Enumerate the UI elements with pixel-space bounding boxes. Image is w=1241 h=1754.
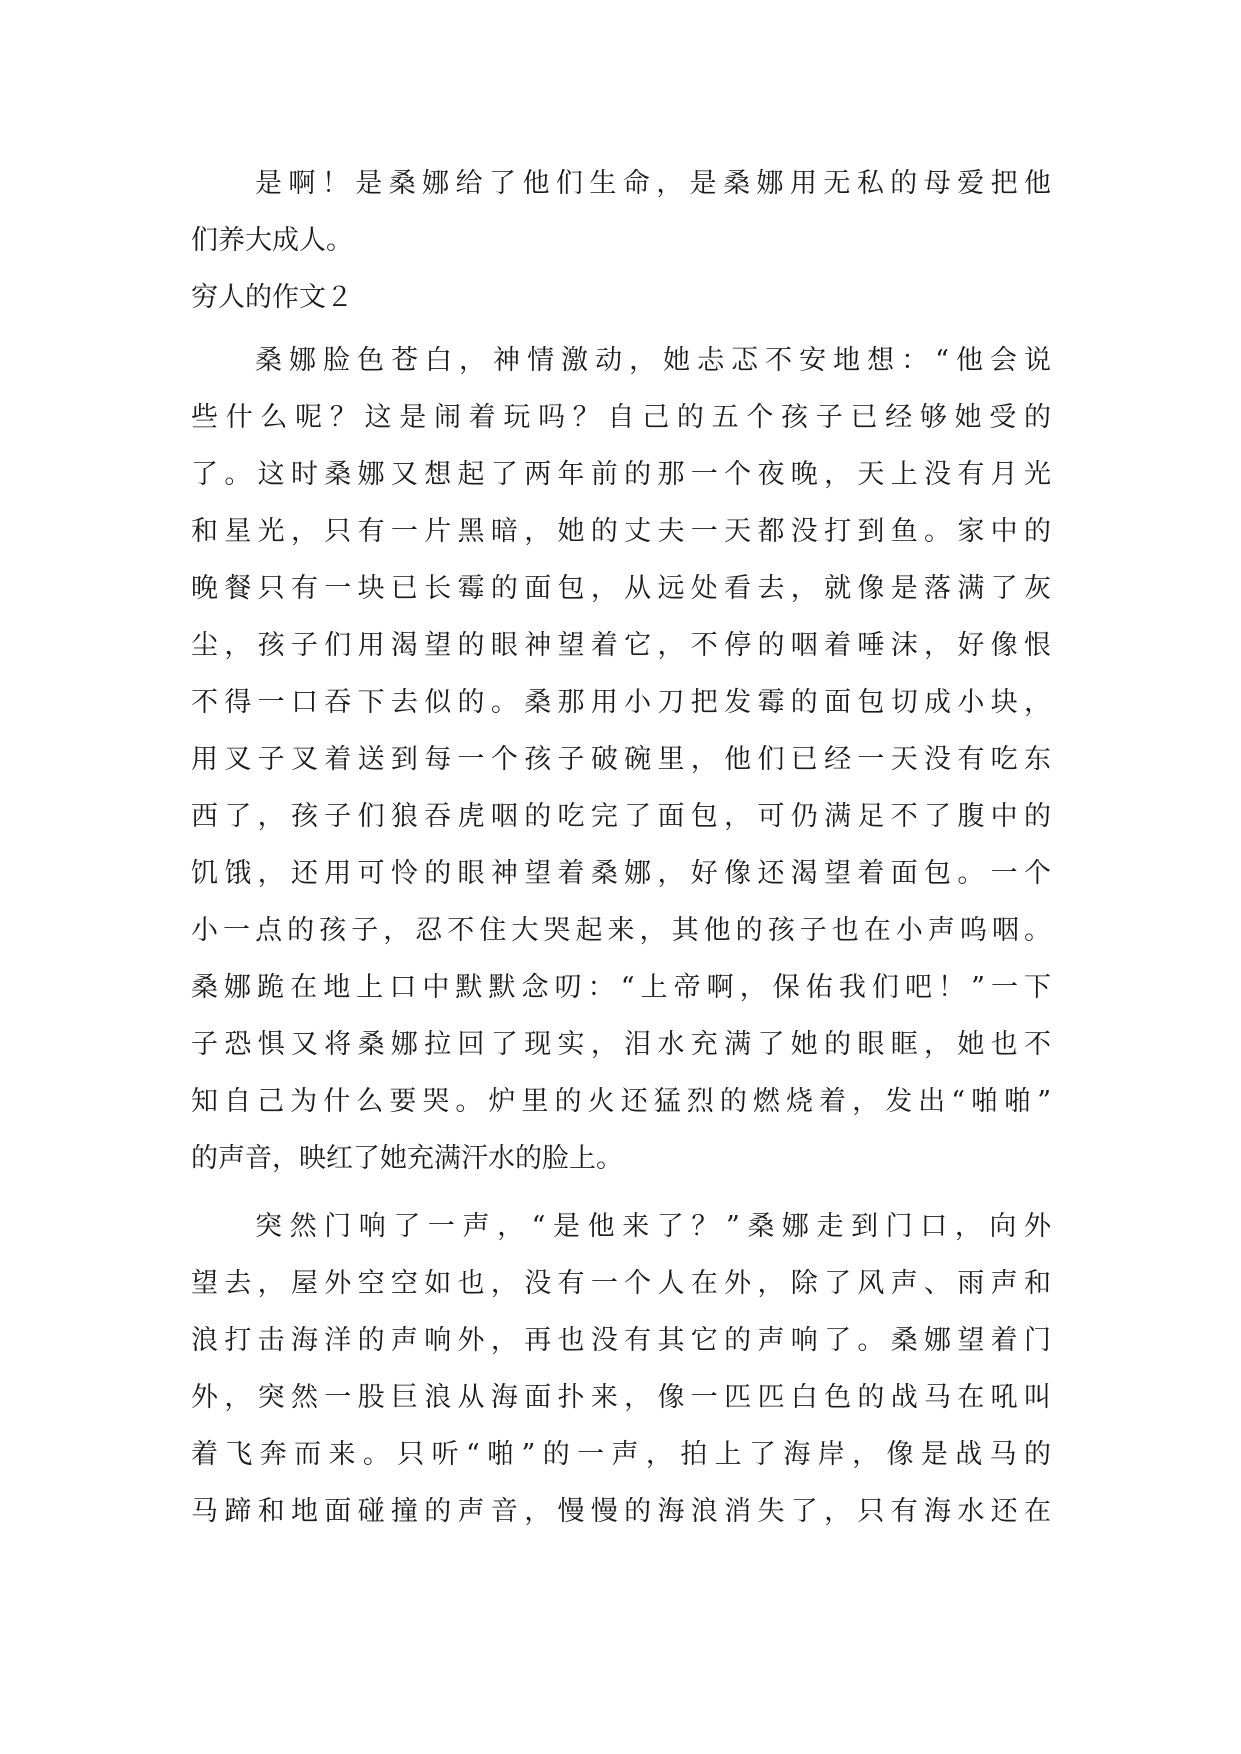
paragraph-2-line-10: 饥饿，还用可怜的眼神望着桑娜，好像还渴望着面包。一个 <box>191 858 1051 889</box>
paragraph-2-line-12: 桑娜跪在地上口中默默念叨：“上帝啊，保佑我们吧！”一下 <box>191 972 1051 1003</box>
paragraph-2-line-6: 尘，孩子们用渴望的眼神望着它，不停的咽着唾沫，好像恨 <box>191 630 1051 661</box>
essay-heading: 穷人的作文２ <box>191 282 353 313</box>
paragraph-1-line-2: 们养大成人。 <box>191 225 353 256</box>
paragraph-2-line-1: 桑娜脸色苍白，神情激动，她忐忑不安地想：“他会说 <box>255 345 1051 376</box>
paragraph-3-line-3: 浪打击海洋的声响外，再也没有其它的声响了。桑娜望着门 <box>191 1325 1051 1356</box>
paragraph-2-line-11: 小一点的孩子，忍不住大哭起来，其他的孩子也在小声呜咽。 <box>191 915 1051 946</box>
paragraph-3-line-5: 着飞奔而来。只听“啪”的一声，拍上了海岸，像是战马的 <box>191 1439 1051 1470</box>
paragraph-3-line-6: 马蹄和地面碰撞的声音，慢慢的海浪消失了，只有海水还在 <box>191 1496 1051 1527</box>
paragraph-2-line-7: 不得一口吞下去似的。桑那用小刀把发霉的面包切成小块， <box>191 687 1051 718</box>
paragraph-2-line-13: 子恐惧又将桑娜拉回了现实，泪水充满了她的眼眶，她也不 <box>191 1029 1051 1060</box>
paragraph-3-line-4: 外，突然一股巨浪从海面扑来，像一匹匹白色的战马在吼叫 <box>191 1382 1051 1413</box>
paragraph-3-line-2: 望去，屋外空空如也，没有一个人在外，除了风声、雨声和 <box>191 1268 1051 1299</box>
paragraph-2-line-5: 晚餐只有一块已长霉的面包，从远处看去，就像是落满了灰 <box>191 573 1051 604</box>
paragraph-2-line-2: 些什么呢？这是闹着玩吗？自己的五个孩子已经够她受的 <box>191 402 1051 433</box>
paragraph-2-line-9: 西了，孩子们狼吞虎咽的吃完了面包，可仍满足不了腹中的 <box>191 801 1051 832</box>
paragraph-2-line-3: 了。这时桑娜又想起了两年前的那一个夜晚，天上没有月光 <box>191 459 1051 490</box>
paragraph-1-line-1: 是啊！是桑娜给了他们生命，是桑娜用无私的母爱把他 <box>255 168 1051 199</box>
paragraph-2-line-15: 的声音，映红了她充满汗水的脸上。 <box>191 1143 623 1174</box>
paragraph-2-line-4: 和星光，只有一片黑暗，她的丈夫一天都没打到鱼。家中的 <box>191 516 1051 547</box>
paragraph-2-line-14: 知自己为什么要哭。炉里的火还猛烈的燃烧着，发出“啪啪” <box>191 1086 1051 1117</box>
paragraph-3-line-1: 突然门响了一声，“是他来了？”桑娜走到门口，向外 <box>255 1211 1051 1242</box>
paragraph-2-line-8: 用叉子叉着送到每一个孩子破碗里，他们已经一天没有吃东 <box>191 744 1051 775</box>
